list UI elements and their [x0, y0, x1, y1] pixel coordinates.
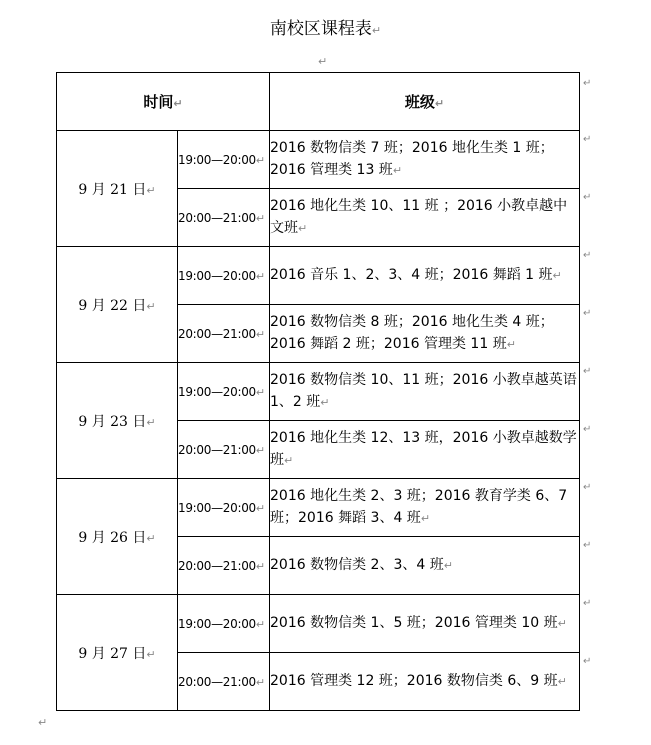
title-text: 南校区课程表 — [269, 19, 372, 39]
time-cell: 20:00—21:00↵ — [178, 421, 270, 479]
classes-cell: 2016 数物信类 7 班；2016 地化生类 1 班；2016 管理类 13 班↵ — [270, 131, 580, 189]
paragraph-mark-icon: ↵ — [371, 24, 382, 37]
classes-cell: 2016 地化生类 12、13 班，2016 小教卓越数学班↵ — [270, 421, 580, 479]
time-cell: 19:00—20:00↵ — [178, 479, 270, 537]
time-cell: 20:00—21:00↵ — [178, 653, 270, 711]
table-row — [57, 595, 580, 653]
date-cell: 9 月 27 日↵ — [57, 595, 178, 711]
classes-cell: 2016 数物信类 1、5 班；2016 管理类 10 班↵ — [270, 595, 580, 653]
table-header-row — [57, 73, 580, 131]
classes-cell: 2016 管理类 12 班；2016 数物信类 6、9 班↵ — [270, 653, 580, 711]
date-cell: 9 月 26 日↵ — [57, 479, 178, 595]
class-column-header: 班级↵ — [270, 73, 580, 131]
time-cell: 19:00—20:00↵ — [178, 247, 270, 305]
row-end-mark-icon: ↵ — [583, 78, 592, 89]
row-end-mark-icon: ↵ — [583, 598, 592, 609]
table-row — [57, 363, 580, 421]
time-cell: 20:00—21:00↵ — [178, 189, 270, 247]
classes-cell: 2016 地化生类 2、3 班；2016 教育学类 6、7 班；2016 舞蹈 3、4 班↵ — [270, 479, 580, 537]
time-cell: 20:00—21:00↵ — [178, 305, 270, 363]
time-column-header: 时间↵ — [57, 73, 270, 131]
paragraph-mark-icon: ↵ — [38, 716, 48, 729]
classes-cell: 2016 音乐 1、2、3、4 班；2016 舞蹈 1 班↵ — [270, 247, 580, 305]
schedule-table — [56, 72, 580, 711]
date-cell: 9 月 23 日↵ — [57, 363, 178, 479]
time-cell: 20:00—21:00↵ — [178, 537, 270, 595]
time-cell: 19:00—20:00↵ — [178, 363, 270, 421]
row-end-mark-icon: ↵ — [583, 308, 592, 319]
paragraph-mark-icon: ↵ — [318, 55, 328, 68]
date-cell: 9 月 22 日↵ — [57, 247, 178, 363]
classes-cell: 2016 数物信类 8 班；2016 地化生类 4 班；2016 舞蹈 2 班；2016 管理类 11 班↵ — [270, 305, 580, 363]
row-end-mark-icon: ↵ — [583, 482, 592, 493]
row-end-mark-icon: ↵ — [583, 540, 592, 551]
classes-cell: 2016 地化生类 10、11 班 ；2016 小教卓越中文班↵ — [270, 189, 580, 247]
row-end-mark-icon: ↵ — [583, 424, 592, 435]
table-row — [57, 479, 580, 537]
row-end-mark-icon: ↵ — [583, 250, 592, 261]
row-end-mark-icon: ↵ — [583, 192, 592, 203]
date-cell: 9 月 21 日↵ — [57, 131, 178, 247]
classes-cell: 2016 数物信类 2、3、4 班↵ — [270, 537, 580, 595]
table-row — [57, 131, 580, 189]
row-end-mark-icon: ↵ — [583, 366, 592, 377]
row-end-mark-icon: ↵ — [583, 134, 592, 145]
classes-cell: 2016 数物信类 10、11 班；2016 小教卓越英语 1、2 班↵ — [270, 363, 580, 421]
row-end-mark-icon: ↵ — [583, 656, 592, 667]
page-title — [0, 18, 651, 42]
time-cell: 19:00—20:00↵ — [178, 595, 270, 653]
table-row — [57, 247, 580, 305]
time-cell: 19:00—20:00↵ — [178, 131, 270, 189]
